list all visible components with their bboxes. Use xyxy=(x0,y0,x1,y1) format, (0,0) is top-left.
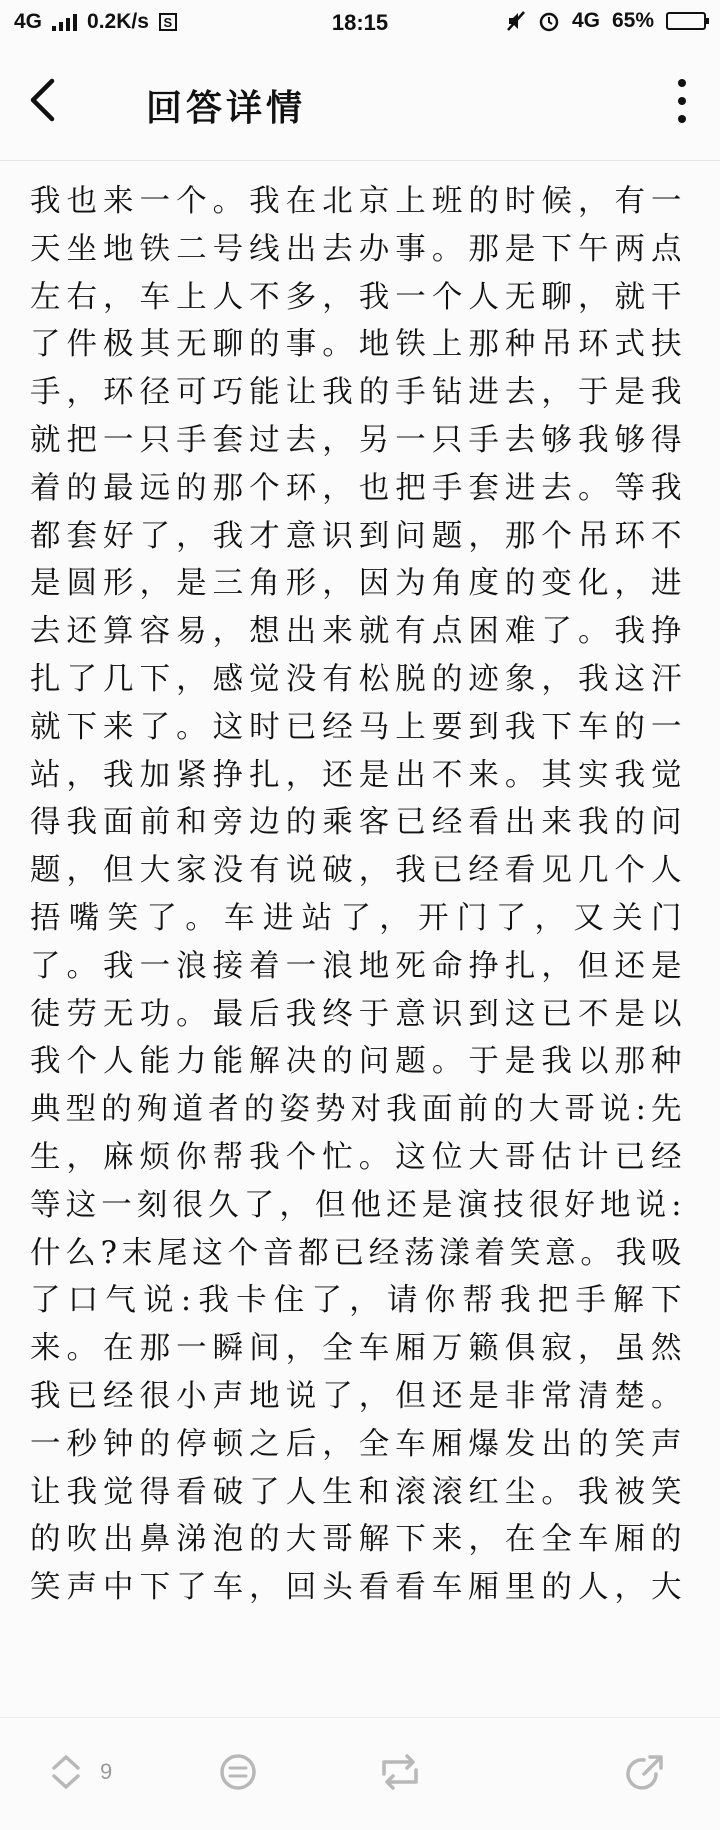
status-right xyxy=(506,9,706,33)
app-header xyxy=(0,46,720,161)
back-arrow-icon xyxy=(28,78,56,122)
action-bar xyxy=(0,1717,720,1830)
mute-icon xyxy=(506,10,526,32)
status-bar xyxy=(0,0,720,46)
share-icon xyxy=(626,1752,666,1792)
app-notification-icon: S xyxy=(159,13,177,31)
vote-count: 9 xyxy=(100,1759,113,1784)
mobile-data-type: 4G xyxy=(571,9,600,32)
network-type: 4G xyxy=(14,10,43,33)
network-speed: 0.2K/s xyxy=(87,10,149,33)
vote-icon xyxy=(50,1752,82,1792)
comment-button[interactable] xyxy=(218,1746,258,1798)
repost-icon xyxy=(378,1752,422,1792)
answer-content xyxy=(30,178,686,1618)
clock: 18:15 xyxy=(331,10,389,35)
answer-text: 我也来一个。我在北京上班的时候，有一天坐地铁二号线出去办事。那是下午两点左右，车上人不多，我一个人无聊，就干了件极其无聊的事。地铁上那种吊环式扶手，环径可巧能让我的手钻进去，于是我就把一只手套过去，另一只手去够我够得着的最远的那个环，也把手套进去。等我都套好了，我才意识到问题，那个吊环不是圆形，是三角形，因为角度的变化，进去还算容易，想出来就有点困难了。我挣扎了几下，感觉没有松脱的迹象，我这汗就下来了。这时已经马上要到我下车的一站，我加紧挣扎，还是出不来。其实我觉得我面前和旁边的乘客已经看出来我的问题，但大家没有说破，我已经看见几个人捂嘴笑了。车进站了，开门了，又关门了。我一浪接着一浪地死命挣扎，但还是徒劳无功。最后我终于意识到这已不是以我个人能力能解决的问题。于是我以那种典型的殉道者的姿势对我面前的大哥说:先生，麻烦你帮我个忙。这位大哥估计已经等这一刻很久了，但他还是演技很好地说:什么?末尾这个音都已经荡漾着笑意。我吸了口气说:我卡住了，请你帮我把手解下来。在那一瞬间，全车厢万籁俱寂，虽然我已经很小声地说了，但还是非常清楚。一秒钟的停顿之后，全车厢爆发出的笑声让我觉得看破了人生和滚滚红尘。我被笑的吹出鼻涕泡的大哥解下来，在全车厢的笑声中下了车，回头看看车厢里的人，大 xyxy=(30,184,686,1606)
vote-button[interactable] xyxy=(50,1746,112,1798)
alarm-icon xyxy=(538,10,560,32)
battery-icon xyxy=(666,12,706,30)
share-button[interactable] xyxy=(626,1746,666,1798)
back-button[interactable] xyxy=(22,76,62,124)
page-title: 回答详情 xyxy=(146,87,307,129)
repost-button[interactable] xyxy=(378,1746,422,1798)
more-options-icon[interactable] xyxy=(672,79,692,123)
battery-percent: 65% xyxy=(611,9,654,32)
comment-icon xyxy=(218,1752,258,1792)
